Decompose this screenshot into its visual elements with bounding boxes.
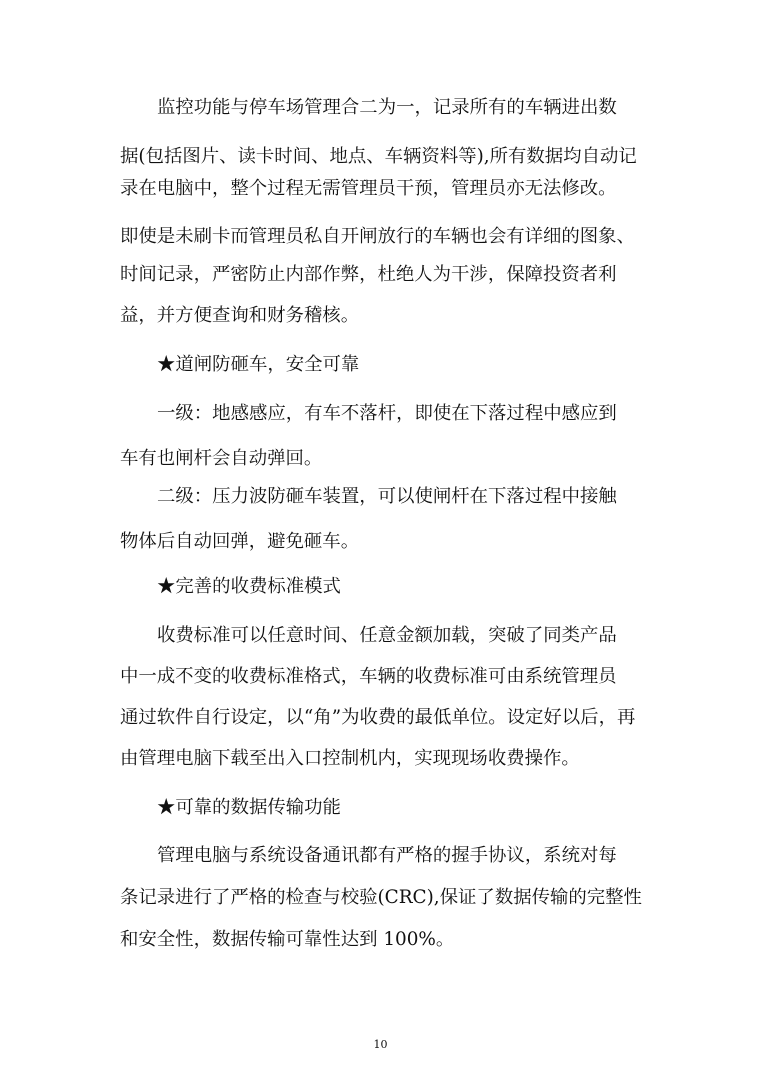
paragraph-line: 车有也闸杆会自动弹回。 [120, 448, 323, 469]
paragraph-line: 物体后自动回弹，避免砸车。 [120, 531, 360, 552]
paragraph-line: 管理电脑与系统设备通讯都有严格的握手协议，系统对每 [157, 845, 617, 866]
paragraph-line: 条记录进行了严格的检查与校验(CRC),保证了数据传输的完整性 [120, 887, 642, 908]
paragraph-line: 收费标准可以任意时间、任意金额加载，突破了同类产品 [157, 625, 617, 646]
paragraph-line: 时间记录，严密防止内部作弊，杜绝人为干涉，保障投资者利 [120, 264, 617, 285]
paragraph-line: 录在电脑中，整个过程无需管理员干预，管理员亦无法修改。 [120, 178, 617, 199]
paragraph-line: 益，并方便查询和财务稽核。 [120, 305, 360, 326]
paragraph-line: 由管理电脑下载至出入口控制机内，实现现场收费操作。 [120, 748, 580, 769]
section-heading: ★完善的收费标准模式 [157, 576, 341, 597]
section-heading: ★可靠的数据传输功能 [157, 797, 341, 818]
paragraph-line: 二级：压力波防砸车装置，可以使闸杆在下落过程中接触 [157, 486, 617, 507]
paragraph-line: 中一成不变的收费标准格式，车辆的收费标准可由系统管理员 [120, 666, 617, 687]
paragraph-line: 监控功能与停车场管理合二为一，记录所有的车辆进出数 [157, 97, 617, 118]
page-number: 10 [373, 1038, 388, 1051]
section-heading: ★道闸防砸车，安全可靠 [157, 354, 360, 375]
paragraph-line: 通过软件自行设定，以“角”为收费的最低单位。设定好以后，再 [120, 707, 636, 728]
paragraph-line: 据(包括图片、读卡时间、地点、车辆资料等),所有数据均自动记 [120, 146, 637, 167]
paragraph-line: 和安全性，数据传输可靠性达到 100%。 [120, 929, 455, 950]
paragraph-line: 即使是未刷卡而管理员私自开闸放行的车辆也会有详细的图象、 [120, 226, 635, 247]
paragraph-line: 一级：地感感应，有车不落杆，即使在下落过程中感应到 [157, 403, 617, 424]
